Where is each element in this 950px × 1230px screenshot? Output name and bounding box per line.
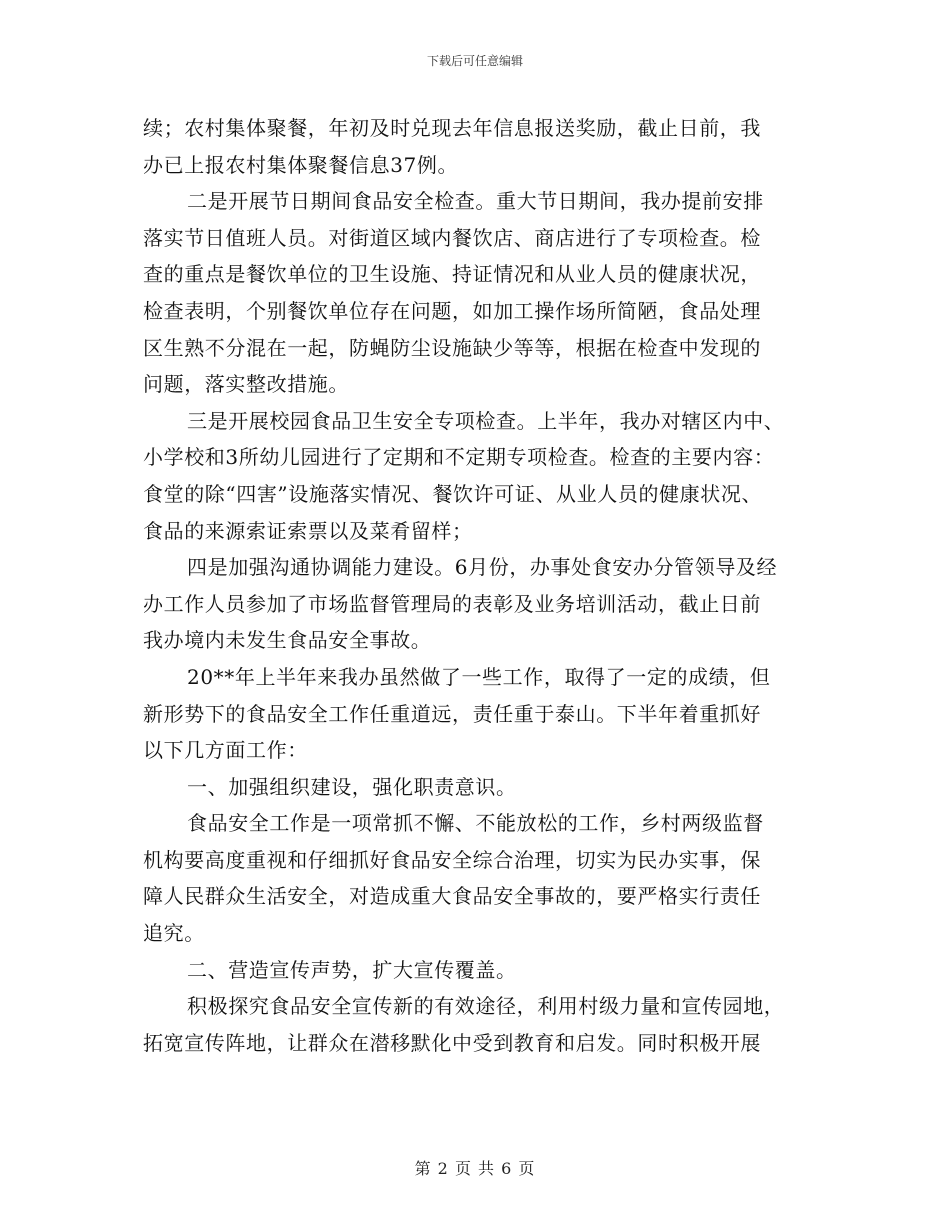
text-line: 以下几方面工作：: [143, 738, 308, 763]
text-line: 食堂的除“四害”设施落实情况、餐饮许可证、从业人员的健康状况、: [143, 481, 763, 506]
text-line: 我办境内未发生食品安全事故。: [143, 628, 432, 653]
page-header: 下载后可任意编辑: [426, 54, 523, 68]
text-line: 问题，落实整改措施。: [143, 372, 349, 397]
section-heading: 二、营造宣传声势，扩大宣传覆盖。: [187, 957, 517, 982]
text-line: 落实节日值班人员。对街道区域内餐饮店、商店进行了专项检查。检: [143, 225, 761, 250]
text-line: 拓宽宣传阵地，让群众在潜移默化中受到教育和启发。同时积极开展: [143, 1030, 761, 1055]
paragraph-first-line: 二是开展节日期间食品安全检查。重大节日期间，我办提前安排: [187, 189, 764, 214]
page-footer: 第 2 页 共 6 页: [414, 1159, 536, 1178]
text-line: 障人民群众生活安全，对造成重大食品安全事故的，要严格实行责任: [143, 884, 761, 909]
paragraph-first-line: 四是加强沟通协调能力建设。6月份，办事处食安办分管领导及经: [187, 555, 778, 580]
text-line: 追究。: [143, 921, 205, 946]
paragraph-first-line: 积极探究食品安全宣传新的有效途径，利用村级力量和宣传园地，: [187, 994, 785, 1019]
text-line: 续；农村集体聚餐，年初及时兑现去年信息报送奖励，截止日前，我: [143, 116, 761, 140]
paragraph-first-line: 三是开展校园食品卫生安全专项检查。上半年，我办对辖区内中、: [187, 408, 785, 433]
text-line: 区生熟不分混在一起，防蝇防尘设施缺少等等，根据在检查中发现的: [143, 335, 761, 360]
text-line: 查的重点是餐饮单位的卫生设施、持证情况和从业人员的健康状况，: [143, 262, 761, 287]
text-line: 新形势下的食品安全工作任重道远，责任重于泰山。下半年着重抓好: [143, 701, 761, 726]
paragraph-first-line: 食品安全工作是一项常抓不懈、不能放松的工作，乡村两级监督: [187, 811, 764, 836]
text-line: 办工作人员参加了市场监督管理局的表彰及业务培训活动，截止日前: [143, 591, 761, 616]
document-body: [143, 110, 803, 1061]
paragraph-first-line: 20**年上半年来我办虽然做了一些工作，取得了一定的成绩，但: [187, 664, 771, 689]
text-line: 食品的来源索证索票以及菜肴留样；: [143, 518, 473, 543]
text-line: 检查表明，个别餐饮单位存在问题，如加工操作场所简陋，食品处理: [143, 298, 761, 323]
text-line: 小学校和3所幼儿园进行了定期和不定期专项检查。检查的主要内容：: [143, 445, 775, 470]
text-line: 机构要高度重视和仔细抓好食品安全综合治理，切实为民办实事，保: [143, 847, 761, 872]
section-heading: 一、加强组织建设，强化职责意识。: [187, 774, 517, 799]
text-line: 办已上报农村集体聚餐信息37例。: [143, 152, 459, 177]
